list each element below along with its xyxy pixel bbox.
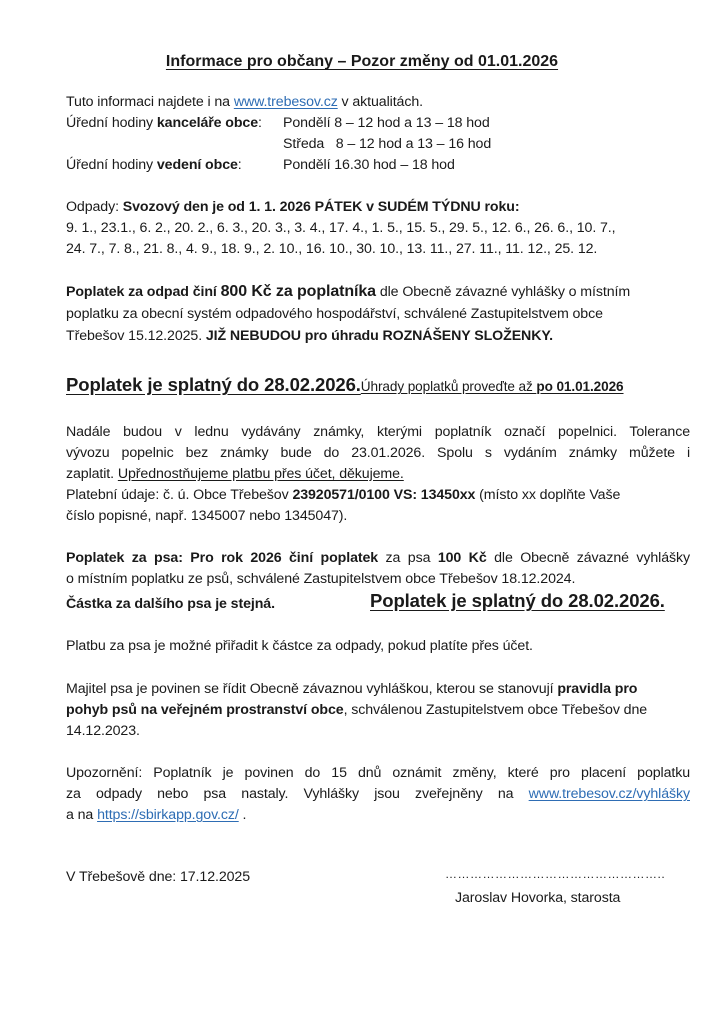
management-hours-bold: vedení obce xyxy=(156,157,238,173)
office-hours-bold: kanceláře obce xyxy=(156,115,259,131)
waste-fee-amount: 800 Kč za poplatníka xyxy=(220,283,376,300)
due-note-bold: po 01.01.2026 xyxy=(536,379,624,394)
due-note: Úhrady poplatků proveďte až xyxy=(360,379,537,394)
dog-due-line xyxy=(370,589,665,615)
waste-fee-bold: Poplatek za odpad činí xyxy=(66,284,221,300)
waste-fee-date: Třebešov 15.12.2025. xyxy=(66,328,206,344)
ordinances-link[interactable]: www.trebesov.cz/vyhlášky xyxy=(528,786,690,802)
office-hours-monday: Pondělí 8 – 12 hod a 13 – 18 hod xyxy=(283,115,490,131)
prefer-transfer-note: Upřednostňujeme platbu přes účet, děkujeme. xyxy=(117,466,404,482)
management-hours-suffix: : xyxy=(237,157,242,173)
signature-line: …………………………………………….. xyxy=(445,867,666,881)
office-hours-label xyxy=(66,113,262,133)
notice-line-3 xyxy=(66,805,246,825)
payment-details-label: Platební údaje: č. ú. Obce Třebešov xyxy=(66,487,293,503)
waste-heading-bold: Svozový den je od 1. 1. 2026 PÁTEK v SUDÉM TÝDNU roku: xyxy=(122,199,520,215)
account-number: 23920571/0100 VS: 13450xx xyxy=(292,487,476,503)
intro-prefix: Tuto informaci najdete i na xyxy=(66,94,234,110)
dog-rules-rest: , schválenou Zastupitelstvem obce Třebešov dne xyxy=(343,702,648,718)
notice-text: za odpady nebo psa nastaly. Vyhlášky jsou zveřejněny na xyxy=(66,786,529,802)
dog-rules-text: Majitel psa je povinen se řídit Obecně závaznou vyhláškou, kterou se stanovují xyxy=(66,681,558,697)
stickers-pay-text: zaplatit. xyxy=(66,466,118,482)
waste-dates-line-2: 24. 7., 7. 8., 21. 8., 4. 9., 18. 9., 2. 10., 16. 10., 30. 10., 13. 11., 27. 11., 11. 12., 25. 12. xyxy=(66,241,598,257)
additional-dog-note: Částka za dalšího psa je stejná. xyxy=(66,596,275,612)
notice-and: a na xyxy=(66,807,98,823)
document-title: Informace pro občany – Pozor změny od 01.01.2026 xyxy=(165,53,559,70)
payment-details-note: (místo xx doplňte Vaše xyxy=(475,487,621,503)
sbirkapp-link[interactable]: https://sbirkapp.gov.cz/ xyxy=(97,807,239,823)
notice-line-2 xyxy=(66,784,690,804)
dog-rules-bold-1: pravidla pro xyxy=(557,681,638,697)
dog-fee-line-1 xyxy=(66,548,690,568)
dog-payment-note: Platbu za psa je možné přiřadit k částce za odpady, pokud platíte přes účet. xyxy=(66,638,533,654)
signatory: Jaroslav Hovorka, starosta xyxy=(455,890,621,906)
management-hours-prefix: Úřední hodiny xyxy=(66,157,157,173)
management-hours-monday: Pondělí 16.30 hod – 18 hod xyxy=(283,157,455,173)
waste-fee-line-1 xyxy=(66,282,630,302)
place-and-date: V Třebešově dne: 17.12.2025 xyxy=(66,869,250,885)
waste-fee-line-3 xyxy=(66,326,553,346)
payment-details-line-2: číslo popisné, např. 1345007 nebo 1345047). xyxy=(66,508,348,524)
stickers-line-1: Nadále budou v lednu vydávány známky, kterými poplatník označí popelnici. Tolerance xyxy=(66,424,690,440)
waste-label: Odpady: xyxy=(66,199,123,215)
dog-fee-line-2: o místním poplatku ze psů, schválené Zastupitelstvem obce Třebešov 18.12.2024. xyxy=(66,571,576,587)
stickers-line-2: vývozu popelnic bez známky bude do 23.01.2026. Spolu s vydáním známky můžete i xyxy=(66,445,690,461)
waste-heading xyxy=(66,197,519,217)
dog-fee-bold: Poplatek za psa: Pro rok 2026 činí poplatek xyxy=(66,550,379,566)
dog-fee-mid: za psa xyxy=(378,550,438,566)
waste-fee-rest: dle Obecně závazné vyhlášky o místním xyxy=(376,284,631,300)
notice-end: . xyxy=(238,807,247,823)
waste-dates-line-1: 9. 1., 23.1., 6. 2., 20. 2., 6. 3., 20. 3., 3. 4., 17. 4., 1. 5., 15. 5., 29. 5., 12. 6., 26. 6., 10. 7., xyxy=(66,220,616,236)
due-line xyxy=(66,373,624,399)
office-hours-suffix: : xyxy=(258,115,262,131)
intro-line xyxy=(66,92,423,112)
payment-details-line-1 xyxy=(66,485,620,505)
stickers-line-3 xyxy=(66,464,404,484)
website-link[interactable]: www.trebesov.cz xyxy=(233,94,338,110)
dog-fee-amount: 100 Kč xyxy=(437,550,487,566)
dog-rules-line-2 xyxy=(66,700,647,720)
dog-due-heading: Poplatek je splatný do 28.02.2026. xyxy=(370,590,665,611)
dog-rules-bold-2: pohyb psů na veřejném prostranství obce xyxy=(66,702,344,718)
no-slips-notice: JIŽ NEBUDOU pro úhradu ROZNÁŠENY SLOŽENKY. xyxy=(205,328,553,344)
office-hours-prefix: Úřední hodiny xyxy=(66,115,157,131)
dog-rules-line-1 xyxy=(66,679,637,699)
dog-rules-line-3: 14.12.2023. xyxy=(66,723,140,739)
dog-fee-rest: dle Obecně závazné vyhlášky xyxy=(486,550,690,566)
notice-line-1: Upozornění: Poplatník je povinen do 15 dnů oznámit změny, které pro placení poplatku xyxy=(66,765,690,781)
waste-fee-line-2: poplatku za obecní systém odpadového hospodářství, schválené Zastupitelstvem obce xyxy=(66,306,603,322)
management-hours-label xyxy=(66,155,242,175)
due-heading: Poplatek je splatný do 28.02.2026. xyxy=(66,374,361,395)
intro-suffix: v aktualitách. xyxy=(337,94,423,110)
office-hours-wednesday: Středa 8 – 12 hod a 13 – 16 hod xyxy=(283,136,492,152)
